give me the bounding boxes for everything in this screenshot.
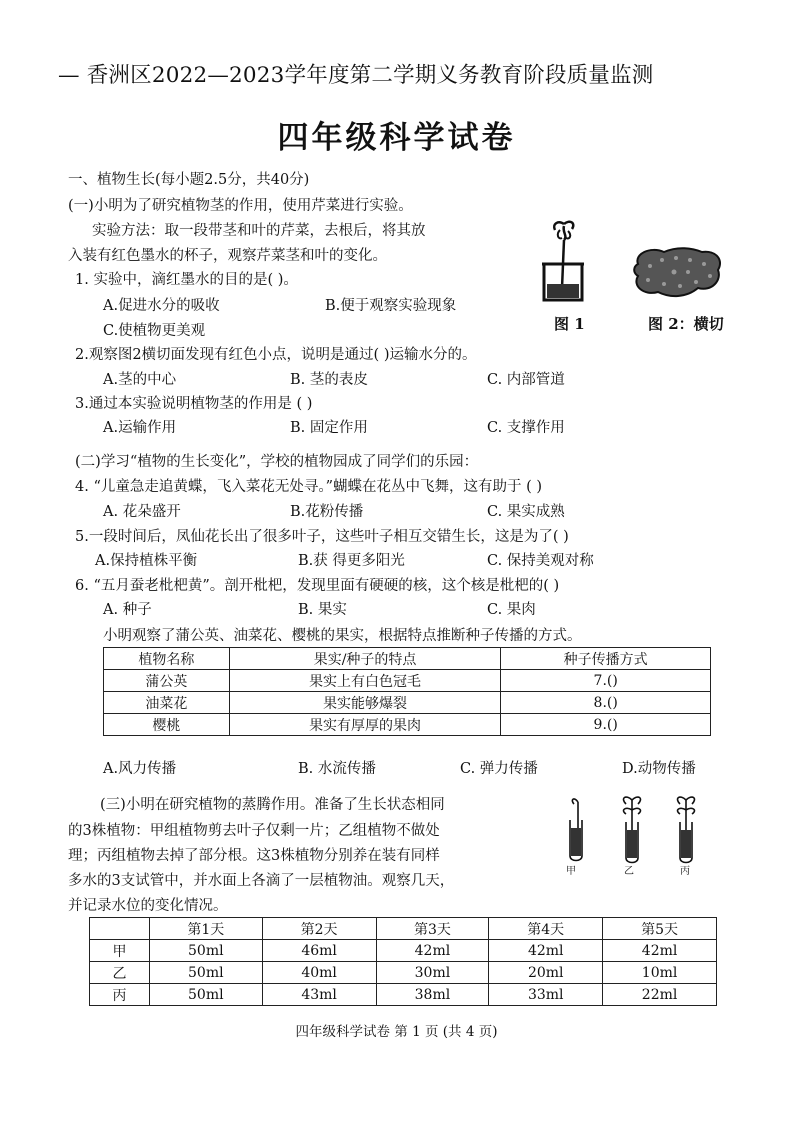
table-cell: 50ml	[149, 962, 262, 984]
table-cell: 50ml	[149, 984, 262, 1006]
q2-option-a: A.茎的中心	[103, 372, 177, 388]
dispersal-option-c: C. 弹力传播	[460, 761, 538, 777]
q6-option-c: C. 果肉	[487, 602, 536, 618]
q4-option-a: A. 花朵盛开	[103, 504, 181, 520]
seed-dispersal-table	[103, 647, 711, 736]
table-header-cell: 种子传播方式	[501, 648, 711, 670]
table-cell: 丙	[90, 984, 150, 1006]
table-cell: 22ml	[603, 984, 717, 1006]
table-cell: 10ml	[603, 962, 717, 984]
dispersal-option-a: A.风力传播	[103, 761, 177, 777]
table-row	[90, 962, 717, 984]
table-header-cell: 第5天	[603, 918, 717, 940]
table-cell: 油菜花	[104, 692, 230, 714]
question-3: 3.通过本实验说明植物茎的作用是 ( )	[75, 396, 313, 412]
table-cell: 甲	[90, 940, 150, 962]
table-cell: 38ml	[376, 984, 489, 1006]
table-cell: 46ml	[262, 940, 376, 962]
table-cell: 50ml	[149, 940, 262, 962]
table-cell: 42ml	[489, 940, 603, 962]
q5-option-b: B.获 得更多阳光	[298, 553, 405, 569]
dispersal-option-d: D.动物传播	[622, 761, 696, 777]
water-level-table	[89, 917, 717, 1006]
q2-option-b: B. 茎的表皮	[290, 372, 368, 388]
part2-intro: (二)学习“植物的生长变化”，学校的植物园成了同学们的乐园：	[75, 454, 479, 470]
q3-option-a: A.运输作用	[103, 420, 177, 436]
q3-option-b: B. 固定作用	[290, 420, 368, 436]
table-header-cell: 果实/种子的特点	[229, 648, 501, 670]
part3-line-3: 理；丙组植物去掉了部分根。这3株植物分别养在装有同样	[68, 848, 440, 864]
table-cell: 9.()	[501, 714, 711, 736]
table-cell: 40ml	[262, 962, 376, 984]
exam-header: — 香洲区2022—2023学年度第二学期义务教育阶段质量监测	[58, 63, 654, 88]
part3-line-4: 多水的3支试管中，并水面上各滴了一层植物油。观察几天，	[68, 873, 455, 889]
q6-option-b: B. 果实	[298, 602, 347, 618]
q4-option-b: B.花粉传播	[290, 504, 364, 520]
q6-option-a: A. 种子	[103, 602, 152, 618]
part3-line-5: 并记录水位的变化情况。	[68, 898, 228, 914]
question-4: 4. “儿童急走追黄蝶，飞入菜花无处寻。”蝴蝶在花丛中飞舞，这有助于 ( )	[75, 479, 543, 495]
table-header-cell: 第4天	[489, 918, 603, 940]
seed-table-intro: 小明观察了蒲公英、油菜花、樱桃的果实，根据特点推断种子传播的方式。	[103, 628, 582, 644]
q3-option-c: C. 支撑作用	[487, 420, 565, 436]
q5-option-c: C. 保持美观对称	[487, 553, 594, 569]
section-heading: 一、植物生长(每小题2.5分，共40分)	[68, 172, 310, 188]
q4-option-c: C. 果实成熟	[487, 504, 565, 520]
question-1: 1. 实验中，滴红墨水的目的是( )。	[75, 272, 298, 288]
q2-option-c: C. 内部管道	[487, 372, 565, 388]
table-row	[90, 940, 717, 962]
question-2: 2.观察图2横切面发现有红色小点，说明是通过( )运输水分的。	[75, 347, 477, 363]
table-row	[104, 714, 711, 736]
q1-option-b: B.便于观察实验现象	[325, 298, 457, 314]
tube-label-yi: 乙	[624, 866, 634, 877]
table-header-cell: 植物名称	[104, 648, 230, 670]
part1-intro: (一)小明为了研究植物茎的作用，使用芹菜进行实验。	[68, 198, 413, 214]
table-header-cell	[90, 918, 150, 940]
table-cell: 42ml	[376, 940, 489, 962]
table-cell: 果实能够爆裂	[229, 692, 501, 714]
table-row	[104, 670, 711, 692]
table-header-cell: 第3天	[376, 918, 489, 940]
q5-option-a: A.保持植株平衡	[95, 553, 198, 569]
table-row	[90, 984, 717, 1006]
table-cell: 果实上有白色冠毛	[229, 670, 501, 692]
question-6: 6. “五月蚕老枇杷黄”。剖开枇杷，发现里面有硬硬的核，这个核是枇杷的( )	[75, 578, 560, 594]
tube-label-bing: 丙	[680, 866, 690, 877]
method-line-1: 实验方法：取一段带茎和叶的芹菜，去根后，将其放	[92, 223, 426, 239]
tube-label-jia: 甲	[566, 866, 576, 877]
table-cell: 蒲公英	[104, 670, 230, 692]
exam-title: 四年级科学试卷	[277, 120, 516, 156]
stem-cross-section-figure	[630, 244, 725, 302]
table-cell: 20ml	[489, 962, 603, 984]
table-cell: 42ml	[603, 940, 717, 962]
figure-1-caption: 图 1	[554, 315, 585, 333]
part3-line-1: (三)小明在研究植物的蒸腾作用。准备了生长状态相同	[100, 797, 445, 813]
table-row	[104, 692, 711, 714]
page-footer: 四年级科学试卷 第 1 页 (共 4 页)	[295, 1024, 498, 1040]
table-cell: 8.()	[501, 692, 711, 714]
q1-option-a: A.促进水分的吸收	[103, 298, 220, 314]
table-cell: 30ml	[376, 962, 489, 984]
table-header-cell: 第2天	[262, 918, 376, 940]
table-header-row	[104, 648, 711, 670]
table-cell: 7.()	[501, 670, 711, 692]
question-5: 5.一段时间后，凤仙花长出了很多叶子，这些叶子相互交错生长，这是为了( )	[75, 529, 569, 545]
part3-line-2: 的3株植物：甲组植物剪去叶子仅剩一片；乙组植物不做处	[68, 823, 440, 839]
table-cell: 乙	[90, 962, 150, 984]
table-cell: 樱桃	[104, 714, 230, 736]
table-cell: 果实有厚厚的果肉	[229, 714, 501, 736]
table-header-row	[90, 918, 717, 940]
figure-2-caption: 图 2：横切	[648, 315, 724, 333]
dispersal-option-b: B. 水流传播	[298, 761, 376, 777]
q1-option-c: C.使植物更美观	[103, 323, 206, 339]
method-line-2: 入装有红色墨水的杯子，观察芹菜茎和叶的变化。	[68, 248, 387, 264]
celery-beaker-figure	[538, 218, 588, 306]
table-cell: 33ml	[489, 984, 603, 1006]
table-header-cell: 第1天	[149, 918, 262, 940]
table-cell: 43ml	[262, 984, 376, 1006]
